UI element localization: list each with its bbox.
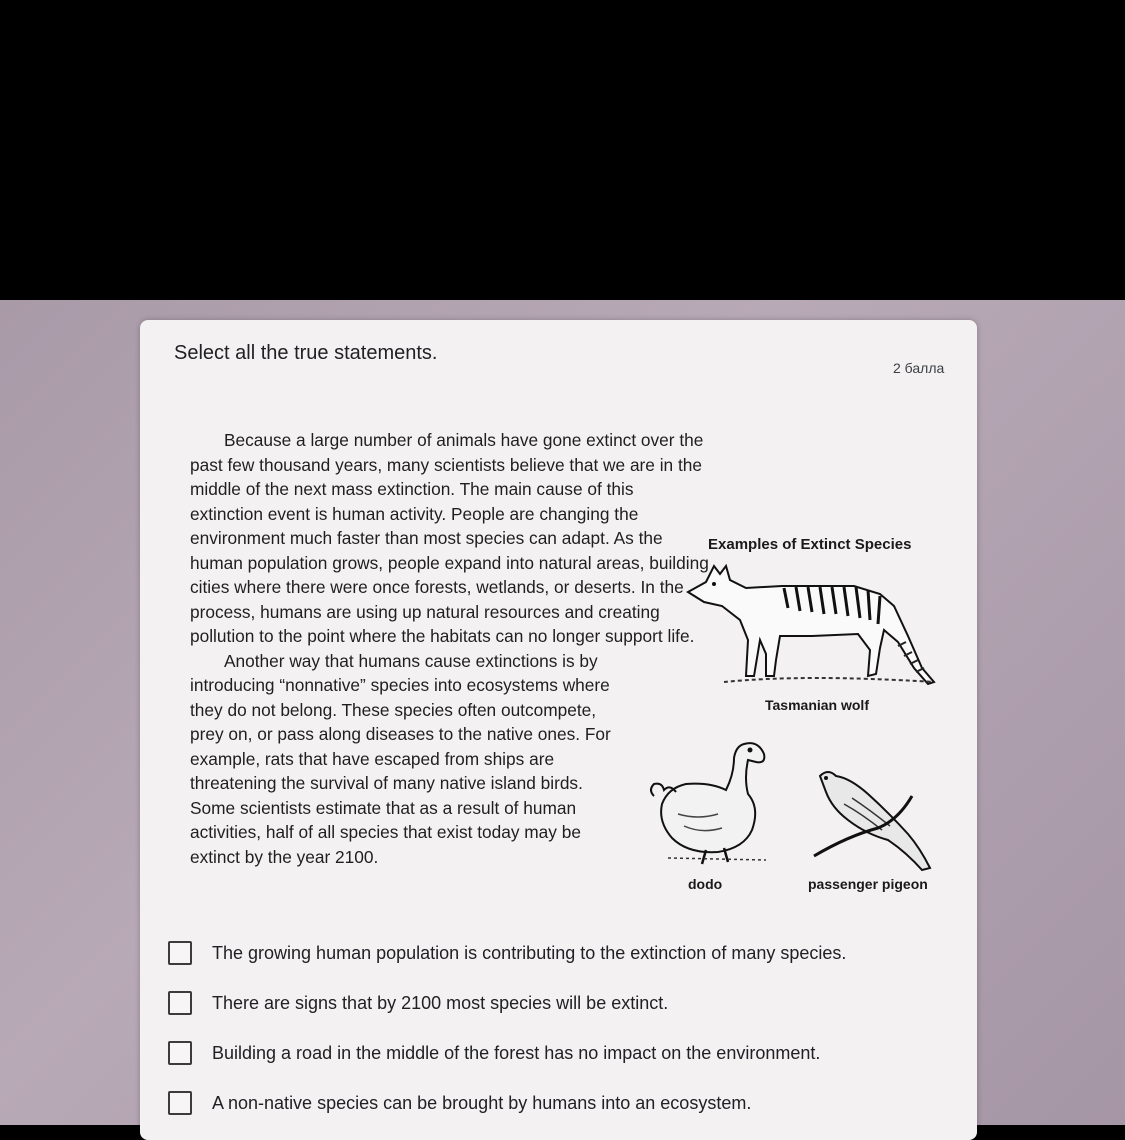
caption-tasmanian-wolf: Tasmanian wolf: [765, 697, 869, 713]
tasmanian-wolf-image: [684, 556, 940, 690]
dodo-image: [648, 734, 776, 868]
option-label: The growing human population is contributing to the extinction of many species.: [212, 942, 847, 963]
checkbox[interactable]: [168, 941, 192, 965]
passage-paragraph-1: Because a large number of animals have gone extinct over the past few thousand years, many scientists believe that we are in the middle of the next mass extinction. The main cause of this extinction event is human activity. People are changing the environment much faster than most species can adapt. As the human population grows, people expand into natural areas, building cities where there were once forests, wetlands, or deserts. In the process, humans are using up natural resources and creating pollution to the point where the habitats can no longer support life.: [190, 430, 709, 646]
caption-dodo: dodo: [688, 876, 723, 892]
points-label: 2 балла: [893, 360, 945, 376]
option-1[interactable]: [168, 938, 928, 968]
option-4[interactable]: [168, 1088, 928, 1118]
option-2[interactable]: [168, 988, 928, 1018]
option-label: There are signs that by 2100 most species will be extinct.: [212, 992, 669, 1013]
passage-paragraph-2: Another way that humans cause extinctions is by introducing “nonnative” species into ecosystems where they do not belong. These species often outcompete, prey on, or pass along diseases to the native ones. For example, rats that have escaped from ships are threatening the survival of many native island birds. Some scientists estimate that as a result of human activities, half of all species that exist today may be extinct by the year 2100.: [190, 650, 611, 867]
caption-passenger-pigeon: passenger pigeon: [808, 876, 928, 892]
figure-title: Examples of Extinct Species: [708, 536, 912, 553]
option-3[interactable]: [168, 1038, 928, 1068]
option-label: A non-native species can be brought by humans into an ecosystem.: [212, 1092, 752, 1113]
question-title: Select all the true statements.: [174, 342, 438, 364]
checkbox[interactable]: [168, 1091, 192, 1115]
passenger-pigeon-image: [808, 764, 936, 876]
checkbox[interactable]: [168, 991, 192, 1015]
checkbox[interactable]: [168, 1041, 192, 1065]
option-label: Building a road in the middle of the forest has no impact on the environment.: [212, 1042, 821, 1063]
